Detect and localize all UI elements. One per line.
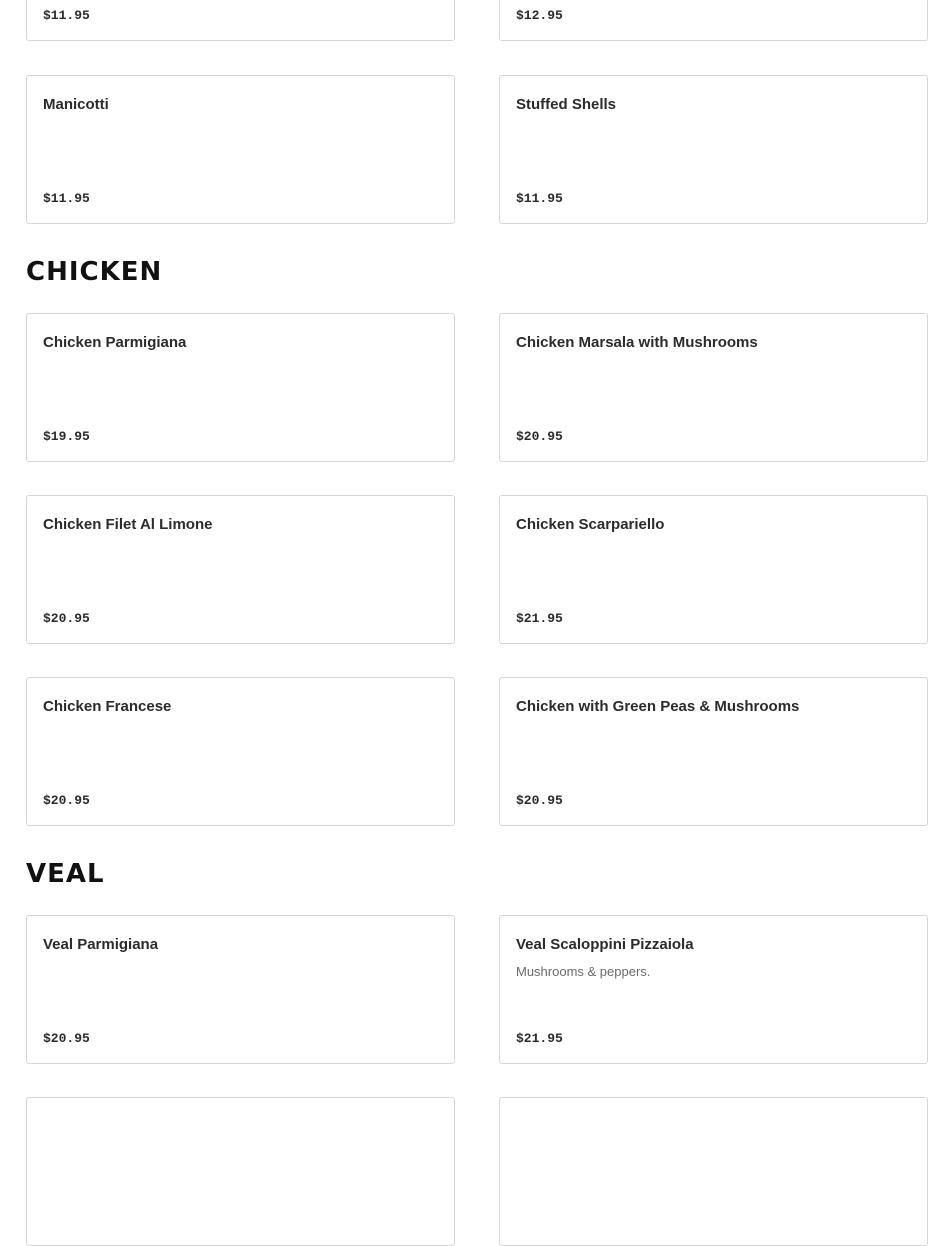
menu-item-name: Veal Parmigiana xyxy=(43,936,159,953)
menu-item-name: Chicken Marsala with Mushrooms xyxy=(516,334,758,351)
menu-item-name: Chicken Scarpariello xyxy=(516,516,665,533)
menu-item-price: $20.95 xyxy=(516,429,563,444)
menu-item-price: $20.95 xyxy=(43,611,90,626)
menu-item-price: $19.95 xyxy=(43,429,90,444)
menu-item-card[interactable] xyxy=(499,0,928,41)
menu-item-card[interactable] xyxy=(26,313,455,462)
menu-item-card[interactable] xyxy=(499,313,928,462)
menu-item-card[interactable] xyxy=(499,677,928,826)
menu-item-price: $20.95 xyxy=(516,793,563,808)
menu-item-card[interactable] xyxy=(499,75,928,224)
menu-item-card[interactable] xyxy=(499,1097,928,1246)
menu-item-name: Veal Scaloppini Pizzaiola xyxy=(516,936,694,953)
menu-item-card[interactable] xyxy=(26,915,455,1064)
menu-item-description: Mushrooms & peppers. xyxy=(516,964,651,979)
menu-item-card[interactable] xyxy=(499,495,928,644)
menu-item-card[interactable] xyxy=(26,75,455,224)
menu-item-price: $11.95 xyxy=(516,191,563,206)
menu-item-price: $21.95 xyxy=(516,1031,563,1046)
section-title-chicken: CHICKEN xyxy=(26,257,163,287)
menu-item-name: Chicken Francese xyxy=(43,698,172,715)
menu-item-price: $11.95 xyxy=(43,191,90,206)
menu-item-name: Chicken Filet Al Limone xyxy=(43,516,213,533)
menu-item-card[interactable] xyxy=(499,915,928,1064)
menu-item-price: $20.95 xyxy=(43,793,90,808)
menu-item-name: Chicken with Green Peas & Mushrooms xyxy=(516,698,800,715)
menu-item-card[interactable] xyxy=(26,495,455,644)
menu-item-card[interactable] xyxy=(26,1097,455,1246)
menu-item-card[interactable] xyxy=(26,0,455,41)
menu-item-price: $12.95 xyxy=(516,8,563,23)
menu-item-price: $11.95 xyxy=(43,8,90,23)
menu-item-card[interactable] xyxy=(26,677,455,826)
menu-item-price: $20.95 xyxy=(43,1031,90,1046)
menu-item-name: Chicken Parmigiana xyxy=(43,334,187,351)
menu-item-name: Stuffed Shells xyxy=(516,96,617,113)
menu-item-price: $21.95 xyxy=(516,611,563,626)
menu-item-name: Manicotti xyxy=(43,96,109,113)
section-title-veal: VEAL xyxy=(26,859,105,889)
